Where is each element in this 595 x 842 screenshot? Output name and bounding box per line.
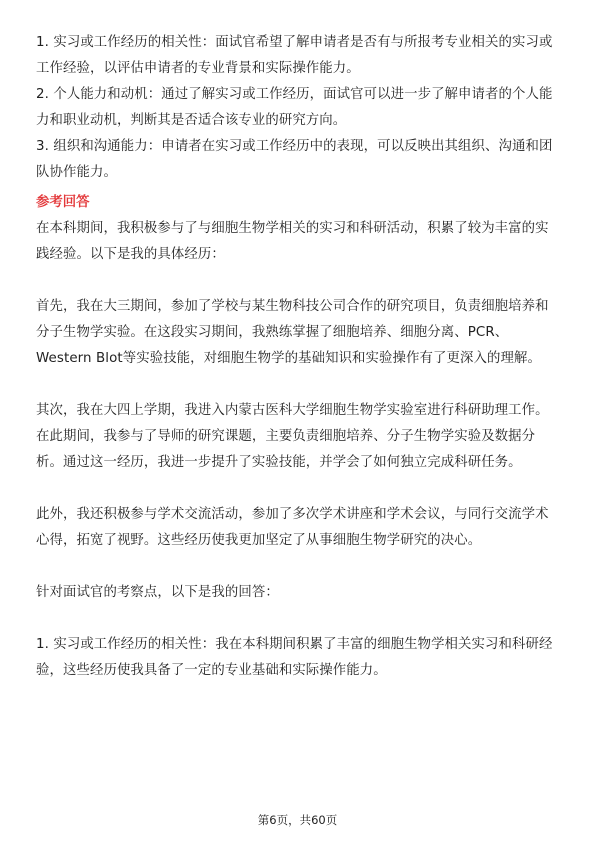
page-number: 第6页，共60页 xyxy=(257,813,338,827)
answer-paragraph-first: 首先，我在大三期间，参加了学校与某生物科技公司合作的研究项目，负责细胞培养和分子生物学实验。在这段实习期间，我熟练掌握了细胞培养、细胞分离、PCR、Western Blot等实验技能，对细胞生物学的基础知识和实验操作有了更深入的理解。 xyxy=(36,299,549,366)
answer-paragraph-lead: 针对面试官的考察点，以下是我的回答： xyxy=(36,585,279,600)
paragraph-gap xyxy=(36,554,559,580)
answer-heading: 参考回答 xyxy=(36,195,90,210)
intro-point-1: 1. 实习或工作经历的相关性：面试官希望了解申请者是否有与所报考专业相关的实习或工作经验，以评估申请者的专业背景和实际操作能力。 xyxy=(36,35,553,76)
paragraph-gap xyxy=(36,606,559,632)
page-content xyxy=(36,30,559,684)
answer-body xyxy=(36,216,559,684)
paragraph-gap xyxy=(36,372,559,398)
paragraph-gap xyxy=(36,268,559,294)
answer-paragraph-intro: 在本科期间，我积极参与了与细胞生物学相关的实习和科研活动，积累了较为丰富的实践经验。以下是我的具体经历： xyxy=(36,221,549,262)
intro-point-3: 3. 组织和沟通能力：申请者在实习或工作经历中的表现，可以反映出其组织、沟通和团队协作能力。 xyxy=(36,139,553,180)
intro-point-2: 2. 个人能力和动机：通过了解实习或工作经历，面试官可以进一步了解申请者的个人能力和职业动机，判断其是否适合该专业的研究方向。 xyxy=(36,87,553,128)
intro-points xyxy=(36,30,559,186)
answer-point-1: 1. 实习或工作经历的相关性：我在本科期间积累了丰富的细胞生物学相关实习和科研经验，这些经历使我具备了一定的专业基础和实际操作能力。 xyxy=(36,637,553,678)
paragraph-gap xyxy=(36,476,559,502)
answer-paragraph-additional: 此外，我还积极参与学术交流活动，参加了多次学术讲座和学术会议，与同行交流学术心得，拓宽了视野。这些经历使我更加坚定了从事细胞生物学研究的决心。 xyxy=(36,507,549,548)
answer-paragraph-second: 其次，我在大四上学期，我进入内蒙古医科大学细胞生物学实验室进行科研助理工作。在此期间，我参与了导师的研究课题，主要负责细胞培养、分子生物学实验及数据分析。通过这一经历，我进一步提升了实验技能，并学会了如何独立完成科研任务。 xyxy=(36,403,549,470)
